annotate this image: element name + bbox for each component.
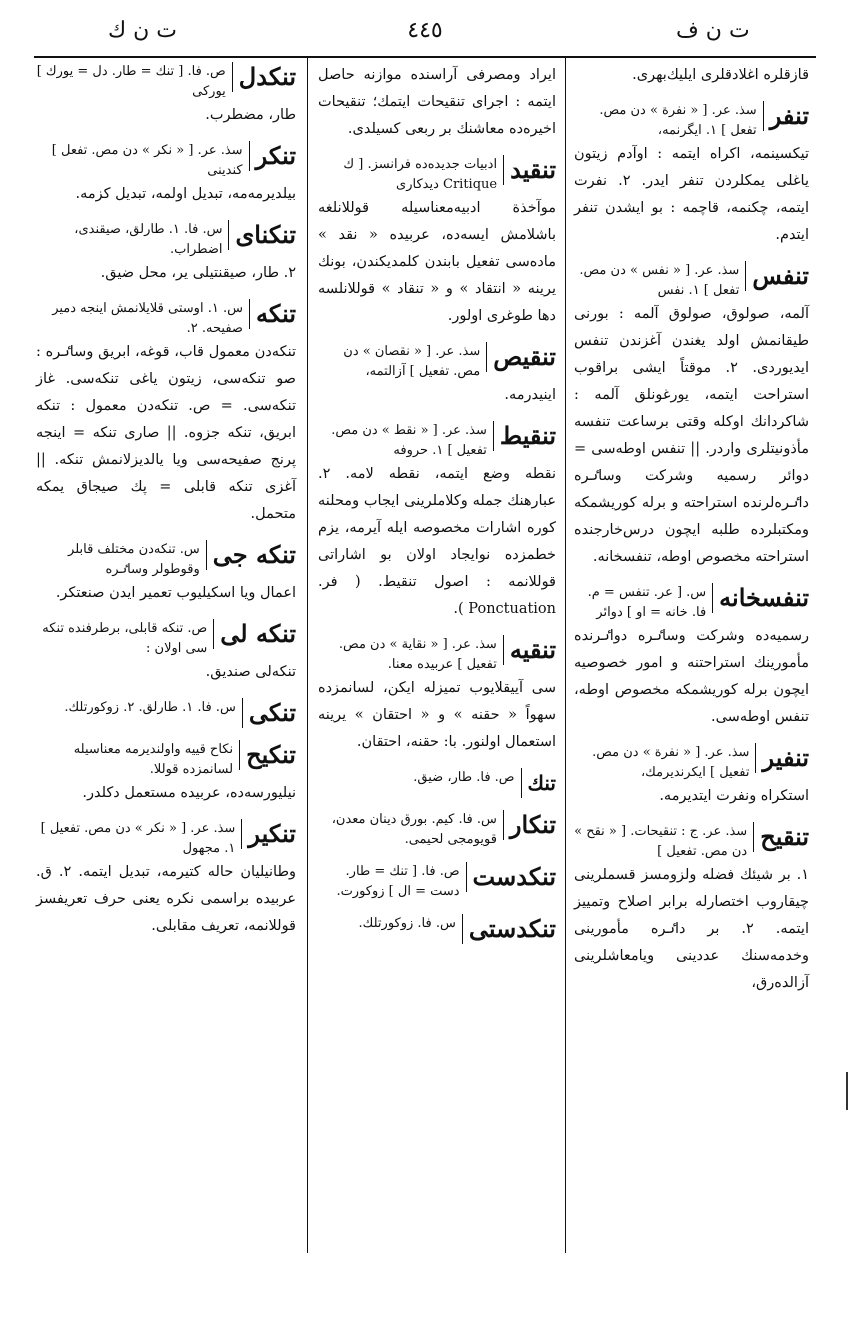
headword: تنكیر bbox=[241, 819, 296, 849]
dictionary-entry bbox=[318, 804, 556, 850]
etymology: سذ. عر. [ « نفرة » دن مص. تفعیل ] ایکرندیرمك، bbox=[592, 745, 750, 780]
dictionary-entry bbox=[318, 856, 556, 902]
dictionary-entry bbox=[574, 95, 809, 249]
headword: تنكار bbox=[503, 810, 556, 840]
etymology: سذ. عر. [ « نقصان » دن مص. تفعیل ] آزالتمه، bbox=[343, 344, 481, 379]
etymology: سذ. عر. ج : تنقیحات. [ « نقح » دن مص. تفعیل ] bbox=[574, 824, 748, 859]
headword: تنفیر bbox=[755, 743, 809, 773]
headword: تنكدل bbox=[232, 62, 296, 92]
headword: تنقیط bbox=[493, 421, 556, 451]
running-head-left: ت ن ك bbox=[108, 18, 177, 43]
headword: تنقیص bbox=[486, 342, 556, 372]
etymology: سذ. عر. [ « نفرة » دن مص. تفعل ] ١. ایگرنمه، bbox=[599, 103, 757, 138]
headword: تنكنای bbox=[228, 220, 296, 250]
definition: استکراه ونفرت ایتدیرمه. bbox=[659, 788, 809, 804]
definition: ١. بر شیئك فضله ولزومسز قسملرینی چیقاروب اختصارله برابر اصلاح وتمییز ایتمه. ٢. بر داٸره مأمورینی وخدمه‌سنك عددینی ویامعاشلرینی آزالده‌رق، bbox=[574, 867, 809, 991]
column-right bbox=[574, 62, 809, 1003]
dictionary-entry bbox=[318, 149, 556, 330]
continuation-text: قازقلره اغلادقلری ایلیك‌بهری. bbox=[632, 67, 809, 83]
definition: تیکسینمه، اکراه ایتمه : اوآدم زیتون یاغلی یمکلردن تنفر ایدر. ٢. نفرت ایتمه، چکنمه، قاچمه : بو ایشدن تنفر ایتدم. bbox=[574, 146, 809, 243]
edge-mark bbox=[846, 1072, 848, 1110]
definition: موآخذة ادبیه‌معناسیله قوللانلغه باشلامش ایسه‌ده، عربیده « نقد » ماده‌سی تفعیل بابندن کلمدیکندن، بونك یرینه « انتقاد » و « تنقاد » قوللانلسه دها طوغری اولور. bbox=[318, 200, 556, 324]
definition: سی آییقلایوب تمیزله ایکن، لسانمزده سهواً « حقنه » و « احتقان » یرینه استعمال اولنور. با: حقنه، احتقان. bbox=[318, 680, 556, 750]
dictionary-entry bbox=[36, 613, 296, 686]
definition: وطانیلیان حاله کتیرمه، تبدیل ایتمه. ٢. ق. عربیده براسمی نکره یعنی حرف تعریفسز قوللانمه، تعریف مقابلی. bbox=[36, 864, 297, 934]
etymology: س. تنکه‌دن مختلف قابلر وقوطولر وساٸره bbox=[68, 542, 200, 577]
header-rule bbox=[34, 56, 816, 58]
etymology: سذ. عر. [ « نقاية » دن مص. تفعیل ] عربیده معنا. bbox=[338, 637, 497, 672]
etymology: س. ١. اوستی قلایلانمش اینجه دمیر صفیحه. ٢. bbox=[52, 301, 243, 336]
dictionary-entry bbox=[318, 908, 556, 944]
dictionary-entry bbox=[574, 816, 809, 997]
etymology: ادبیات جدیده‌ده فرانسز. [ ك Critique دیدکاری bbox=[343, 157, 498, 192]
headword: تنكه bbox=[249, 299, 296, 329]
definition: طار، مضطرب. bbox=[205, 107, 296, 123]
dictionary-entry bbox=[318, 415, 556, 623]
column-divider-left bbox=[307, 58, 308, 1253]
column-middle bbox=[318, 62, 556, 950]
etymology: سذ. عر. [ « نكر » دن مص. تفعل ] کندینی bbox=[51, 143, 243, 178]
definition: تنکه‌دن معمول قاب، قوغه، ابریق وساٸره : صو تنکه‌سی، زیتون یاغی تنکه‌سی. غاز تنکه‌سی. = ص. تنکه‌دن معمول : تنکه ابریق، تنکه جزوه. || صاری تنکه = اینجه پرنج صفیحه‌سی ویا یالدیزلانمش تنکه. || آغزی تنکه قابلی = پك صیجاق یمکه متحمل. bbox=[36, 344, 296, 522]
dictionary-entry bbox=[36, 214, 296, 287]
dictionary-entry bbox=[36, 734, 296, 807]
dictionary-entry bbox=[36, 62, 296, 129]
etymology: س. [ عر. تنفس = م. فا. خانه = او ] دوائر bbox=[587, 585, 707, 620]
etymology: سذ. عر. [ « نكر » دن مص. تفعیل ] ١. مجهول bbox=[40, 821, 236, 856]
column-divider-right bbox=[565, 58, 566, 1253]
etymology: ص. فا. [ تنك = طار. دل = یورك ] یوركی bbox=[36, 64, 226, 99]
etymology: نکاح قییه واولندیرمه معناسیله لسانمزده قوللا. bbox=[73, 742, 234, 777]
etymology: س. فا. زوکورتلك. bbox=[358, 916, 456, 931]
page-number: ٤٤٥ bbox=[407, 18, 443, 43]
etymology: س. فا. ١. طارلق، صیقندی، اضطراب. bbox=[74, 222, 223, 257]
etymology: س. فا. کیم. بورق دینان معدن، قویومجی لحیمی. bbox=[331, 812, 497, 847]
definition: تنکه‌لی صندیق. bbox=[205, 664, 296, 680]
definition: بیلدیرمه‌مه، تبدیل اولمه، تبدیل کزمه. bbox=[75, 186, 296, 202]
dictionary-entry bbox=[36, 813, 296, 940]
headword: تنقیح bbox=[753, 822, 809, 852]
headword: تنكر bbox=[249, 141, 296, 171]
headword: تنفر bbox=[763, 101, 809, 131]
headword: تنقیه bbox=[503, 635, 556, 665]
headword: تنكدست bbox=[466, 862, 556, 892]
dictionary-entry bbox=[318, 762, 556, 798]
definition: اینیدرمه. bbox=[504, 387, 556, 403]
definition: آلمه، صولوق، صولوق آلمه : بورنی طیقانمش اولد یغندن آغزندن تنفس ایدیوردی. ٢. موقتاً ایشی براقوب استراحت ایتمه، یورغونلق آلمه : شاکردانك اوکله وقتی برساعت تنفسه مأذونیتلری واردر. || تنفس اوطه‌سی = دوائر رسمیه وشرکت وساٸره داٸره‌لرنده استراحته و برله کوریشمکه ومکتبلرده طلبه ایچون درس‌خارجنده استراحته مخصوص اوطه، تنفسخانه. bbox=[574, 306, 809, 565]
definition: نقطه وضع ایتمه، نقطه لامه. ٢. عبارهنك جمله وکلاملرینی ایجاب ومحلنه کوره اشارات مخصوصه ایله آیرمه، یزم خطمزده نوایجاد اولان بو اشاراتی قوللانمه : اصول تنقیط. ( فر. Ponctuation ). bbox=[318, 466, 556, 617]
dictionary-entry bbox=[574, 577, 809, 731]
etymology: س. فا. ١. طارلق. ٢. زوکورتلك. bbox=[64, 700, 236, 715]
dictionary-entry bbox=[574, 737, 809, 810]
dictionary-entry bbox=[574, 255, 809, 571]
headword: تنك bbox=[521, 768, 556, 798]
definition: نیلیورسه‌ده، عربیده مستعمل دکلدر. bbox=[82, 785, 296, 801]
dictionary-entry bbox=[36, 692, 296, 728]
etymology: سذ. عر. [ « نفس » دن مص. تفعل ] ١. نفس bbox=[579, 263, 740, 298]
etymology: ص. فا. [ تنك = طار. دست = ال ] زوکورت. bbox=[336, 864, 460, 899]
dictionary-entry bbox=[318, 629, 556, 756]
headword: تنقید bbox=[503, 155, 556, 185]
headword: تنکه لی bbox=[213, 619, 296, 649]
running-head-right: ت ن ف bbox=[676, 18, 750, 43]
headword: تنکی bbox=[242, 698, 296, 728]
dictionary-entry bbox=[36, 135, 296, 208]
headword: تنفس bbox=[745, 261, 809, 291]
etymology: ص. تنکه قابلی، برطرفنده تنکه سی اولان : bbox=[42, 621, 208, 656]
etymology: سذ. عر. [ « نقط » دن مص. تفعیل ] ١. حروفه bbox=[331, 423, 487, 458]
dictionary-entry bbox=[318, 336, 556, 409]
definition: اعمال ویا اسکیلیوب تعمیر ایدن صنعتکر. bbox=[55, 585, 296, 601]
definition: رسمیه‌ده وشرکت وساٸره دواٸرنده مأمورینك استراحتنه و امور خصوصیه ایچون برله کوریشمکه مخصوص اوطه، تنفس اوطه‌سی. bbox=[574, 628, 809, 725]
page-header bbox=[0, 0, 852, 62]
etymology: ص. فا. طار، ضیق. bbox=[413, 770, 515, 785]
dictionary-entry bbox=[36, 293, 296, 528]
headword: تنكدستی bbox=[462, 914, 556, 944]
definition: ٢. طار، صیقنتیلی یر، محل ضیق. bbox=[100, 265, 296, 281]
column-left bbox=[36, 62, 296, 946]
headword: تنكیح bbox=[239, 740, 296, 770]
continuation-text: ایراد ومصرفی آراسنده موازنه حاصل ایتمه : اجرای تنقیحات ایتمك؛ تنقیحات اخیره‌ده معاشنك بر ربعی کسیلدی. bbox=[318, 67, 556, 137]
headword: تنکه جی bbox=[206, 540, 296, 570]
headword: تنفسخانه bbox=[712, 583, 809, 613]
dictionary-entry bbox=[36, 534, 296, 607]
